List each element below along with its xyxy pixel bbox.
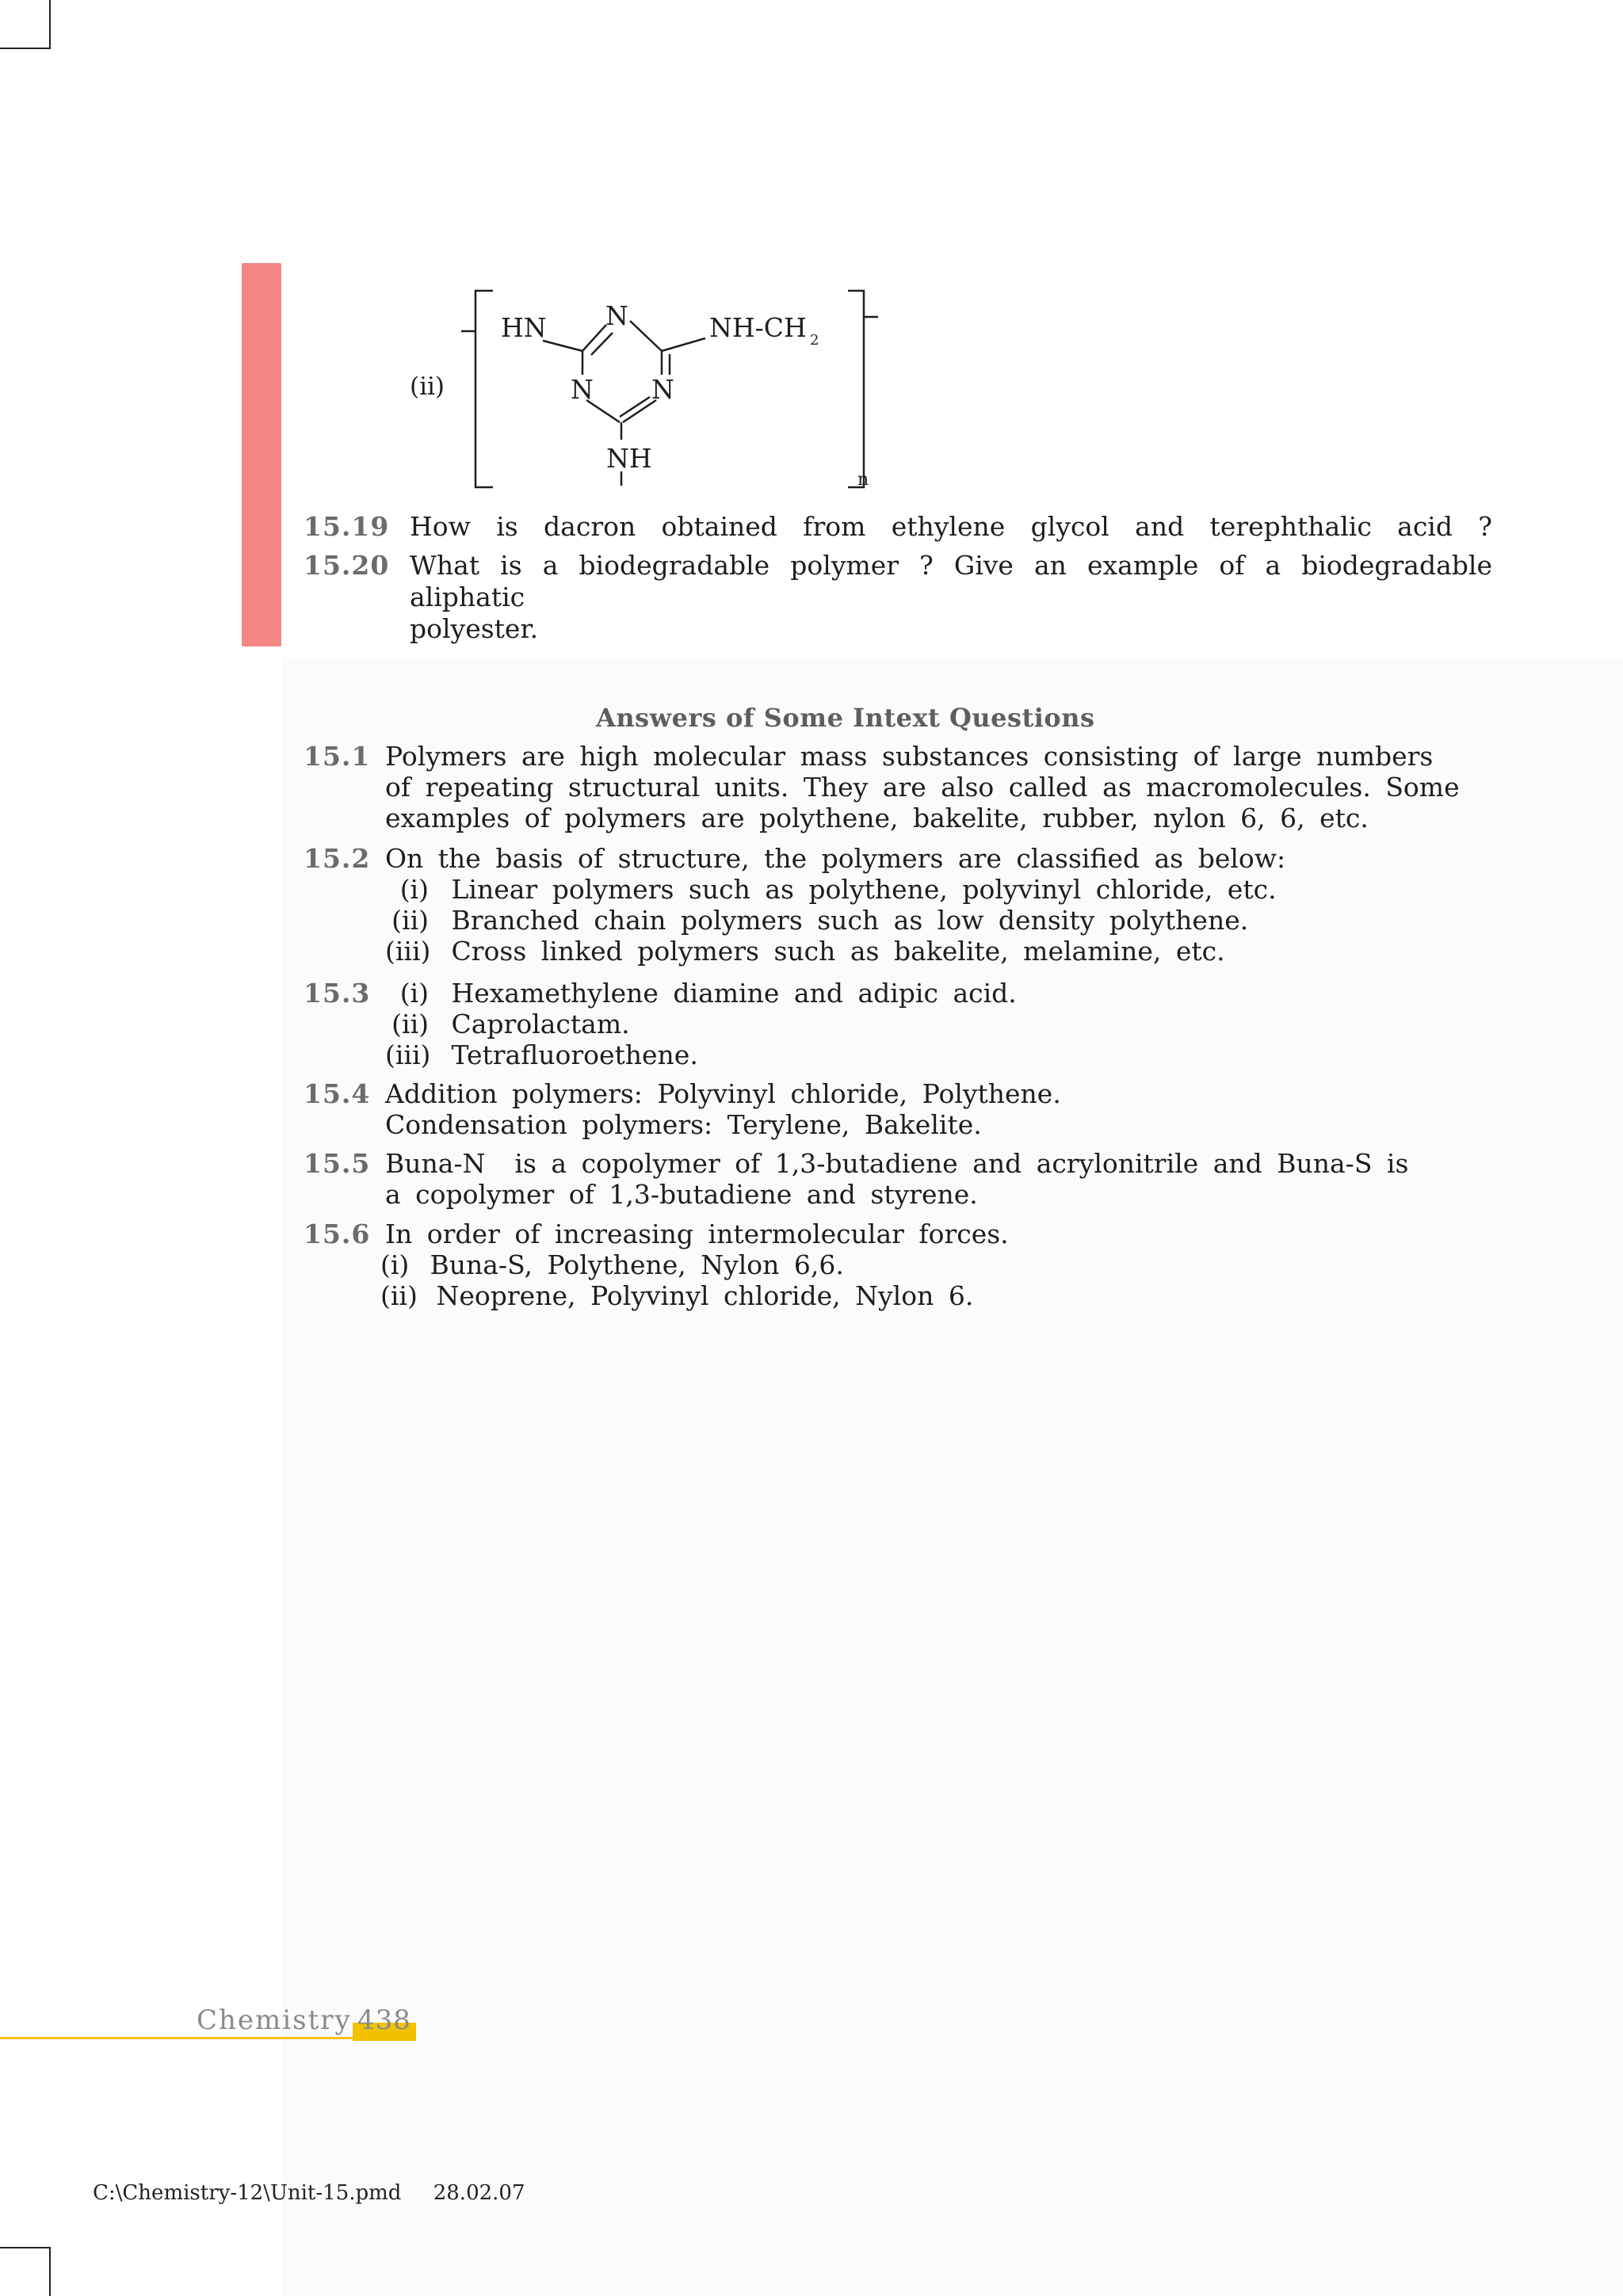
- answer-number: 15.4: [304, 1078, 371, 1109]
- melamine-formaldehyde-structure: [452, 281, 896, 503]
- ch2-subscript: 2: [810, 332, 819, 349]
- file-info: [93, 2181, 525, 2205]
- answer-line: of repeating structural units. They are also called as macromolecules. Some: [385, 772, 1460, 803]
- item-text: Branched chain polymers such as low density polythene.: [451, 905, 1249, 936]
- crop-mark-top-left-horizontal: [0, 48, 51, 49]
- page-number: 438: [357, 2004, 411, 2036]
- item-text: Caprolactam.: [451, 1009, 630, 1039]
- answer-item: [385, 905, 1385, 936]
- answer-line: Addition polymers: Polyvinyl chloride, Polythene.: [385, 1078, 1061, 1109]
- answer-intro: In order of increasing intermolecular forces.: [385, 1219, 1009, 1249]
- answer-line: a copolymer of 1,3-butadiene and styrene.: [385, 1179, 978, 1210]
- item-label: (ii): [380, 1280, 418, 1311]
- ring-n-top: N: [605, 300, 628, 331]
- item-label: (ii): [391, 905, 429, 936]
- answer-number: 15.3: [304, 978, 371, 1009]
- question-text-line: polyester.: [410, 613, 539, 644]
- answer-item: [385, 1039, 1385, 1070]
- item-label: (i): [399, 874, 429, 905]
- file-date: 28.02.07: [433, 2181, 525, 2205]
- crop-mark-bottom-left-horizontal: [0, 2247, 51, 2248]
- item-text: Linear polymers such as polythene, polyvinyl chloride, etc.: [451, 874, 1277, 905]
- exercise-side-bar: [242, 263, 281, 646]
- answer-item: [385, 874, 1385, 905]
- question-text-line: What is a biodegradable polymer ? Give an example of a biodegradable aliphatic: [410, 550, 1492, 612]
- crop-mark-top-left: [49, 0, 51, 49]
- item-label: (i): [399, 978, 429, 1009]
- item-text: Neoprene, Polyvinyl chloride, Nylon 6.: [436, 1280, 974, 1311]
- answer-line: Polymers are high molecular mass substances consisting of large numbers: [385, 741, 1434, 772]
- answer-number: 15.6: [304, 1219, 371, 1249]
- answer-item: [385, 936, 1385, 967]
- answer-item: [380, 1280, 1381, 1311]
- item-label: (iii): [385, 1039, 431, 1070]
- answer-number: 15.2: [304, 843, 371, 874]
- item-text: Tetrafluoroethene.: [451, 1039, 698, 1070]
- footer-book-title: Chemistry: [197, 2004, 352, 2036]
- crop-mark-bottom-left: [49, 2247, 51, 2296]
- answer-item: [385, 978, 1385, 1009]
- answer-line: examples of polymers are polythene, bakelite, rubber, nylon 6, 6, etc.: [385, 803, 1369, 833]
- question-text: How is dacron obtained from ethylene glycol and terephthalic acid ?: [410, 511, 1492, 542]
- answer-intro: On the basis of structure, the polymers are classified as below:: [385, 843, 1286, 874]
- nh-ch2-group: NH-CH: [709, 312, 807, 343]
- answer-item: [380, 1249, 1381, 1280]
- file-path: C:\Chemistry-12\Unit-15.pmd: [93, 2181, 402, 2205]
- answer-number: 15.5: [304, 1148, 371, 1179]
- answer-number: 15.1: [304, 741, 371, 772]
- item-label: (i): [380, 1249, 410, 1280]
- question-number: 15.19: [304, 511, 390, 542]
- ring-n-left: N: [571, 374, 594, 405]
- item-label: (ii): [391, 1009, 429, 1039]
- item-label: (iii): [385, 936, 431, 967]
- question-number: 15.20: [304, 550, 390, 581]
- answer-line: Condensation polymers: Terylene, Bakelite.: [385, 1109, 982, 1140]
- answer-line: Buna-N is a copolymer of 1,3-butadiene and acrylonitrile and Buna-S is: [385, 1148, 1409, 1179]
- item-text: Hexamethylene diamine and adipic acid.: [451, 978, 1017, 1009]
- repeat-n: n: [857, 470, 869, 490]
- left-bracket: [475, 291, 493, 487]
- structure-label: (ii): [410, 372, 445, 401]
- answer-item: [385, 1009, 1385, 1039]
- right-bracket: [848, 291, 864, 487]
- hn-group: HN: [501, 312, 547, 343]
- answers-heading: Answers of Some Intext Questions: [596, 703, 1095, 733]
- item-text: Cross linked polymers such as bakelite, melamine, etc.: [451, 936, 1225, 967]
- item-text: Buna-S, Polythene, Nylon 6,6.: [430, 1249, 844, 1280]
- nh-group: NH: [606, 443, 652, 474]
- ring-n-right: N: [651, 374, 674, 405]
